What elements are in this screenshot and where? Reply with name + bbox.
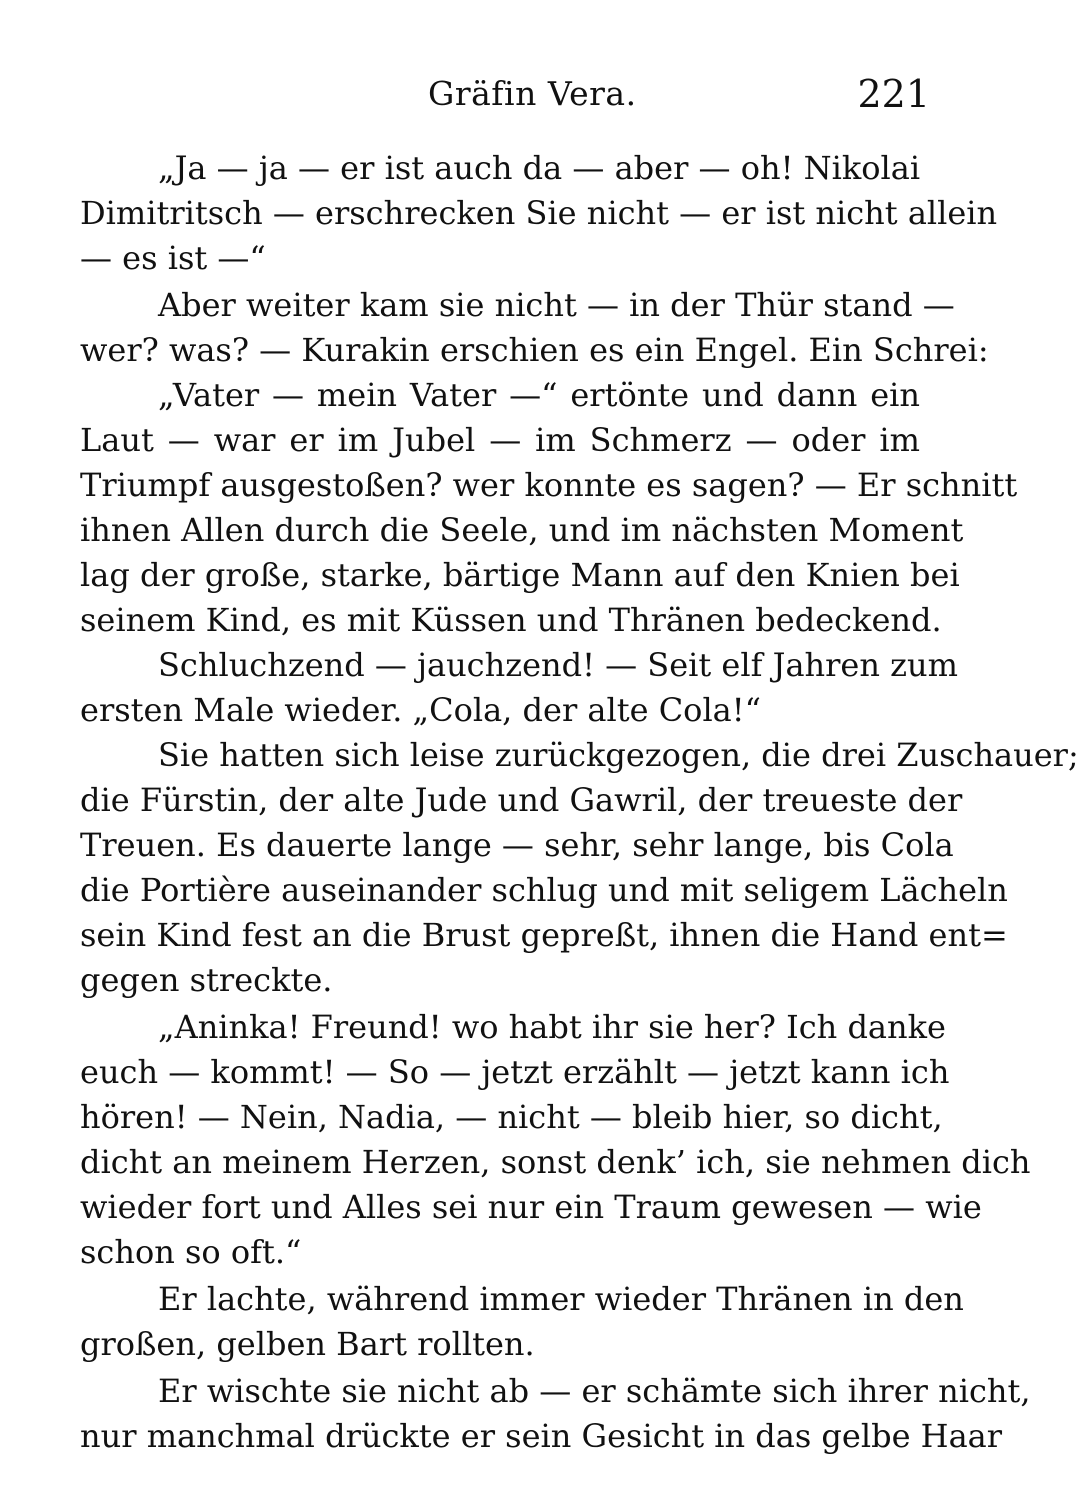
text-line: Treuen. Es dauerte lange — sehr, sehr lange, bis Cola — [80, 826, 954, 864]
text-line: schon so oft.“ — [80, 1233, 302, 1271]
text-line: Aber weiter kam sie nicht — in der Thür stand — — [158, 286, 955, 324]
text-line: die Portière auseinander schlug und mit seligem Lächeln — [80, 871, 1008, 909]
text-line: dicht an meinem Herzen, sonst denk’ ich, sie nehmen dich — [80, 1143, 1031, 1181]
text-line: Dimitritsch — erschrecken Sie nicht — er ist nicht allein — [80, 194, 998, 232]
text-line: gegen streckte. — [80, 961, 333, 999]
text-line: lag der große, starke, bärtige Mann auf den Knien bei — [80, 556, 960, 594]
text-line: ihnen Allen durch die Seele, und im nächsten Moment — [80, 511, 964, 549]
text-line: Er lachte, während immer wieder Thränen in den — [158, 1280, 964, 1318]
text-line: Er wischte sie nicht ab — er schämte sich ihrer nicht, — [158, 1372, 1031, 1410]
text-line: „Vater — mein Vater —“ ertönte und dann ein — [158, 376, 920, 414]
text-line: wieder fort und Alles sei nur ein Traum gewesen — wie — [80, 1188, 982, 1226]
text-line: hören! — Nein, Nadia, — nicht — bleib hier, so dicht, — [80, 1098, 943, 1136]
page-number: 221 — [857, 72, 930, 116]
text-line: „Ja — ja — er ist auch da — aber — oh! Nikolai — [158, 149, 921, 187]
text-line: Schluchzend — jauchzend! — Seit elf Jahren zum — [158, 646, 958, 684]
text-line: „Aninka! Freund! wo habt ihr sie her? Ich danke — [158, 1008, 946, 1046]
text-line: Laut — war er im Jubel — im Schmerz — oder im — [80, 421, 920, 459]
text-line: euch — kommt! — So — jetzt erzählt — jetzt kann ich — [80, 1053, 950, 1091]
running-title: Gräfin Vera. — [428, 74, 637, 113]
text-line: ersten Male wieder. „Cola, der alte Cola!“ — [80, 691, 761, 729]
text-line: großen, gelben Bart rollten. — [80, 1325, 535, 1363]
text-line: die Fürstin, der alte Jude und Gawril, der treueste der — [80, 781, 963, 819]
text-line: Triumpf ausgestoßen? wer konnte es sagen? — Er schnitt — [80, 466, 1018, 504]
text-line: seinem Kind, es mit Küssen und Thränen bedeckend. — [80, 601, 942, 639]
text-line: sein Kind fest an die Brust gepreßt, ihnen die Hand ent= — [80, 916, 1008, 954]
text-line: wer? was? — Kurakin erschien es ein Engel. Ein Schrei: — [80, 331, 989, 369]
text-line: Sie hatten sich leise zurückgezogen, die drei Zuschauer; — [158, 736, 1079, 774]
text-line: — es ist —“ — [80, 239, 266, 277]
text-line: nur manchmal drückte er sein Gesicht in das gelbe Haar — [80, 1417, 1003, 1455]
running-header — [80, 72, 930, 122]
body-text — [80, 146, 1079, 1459]
